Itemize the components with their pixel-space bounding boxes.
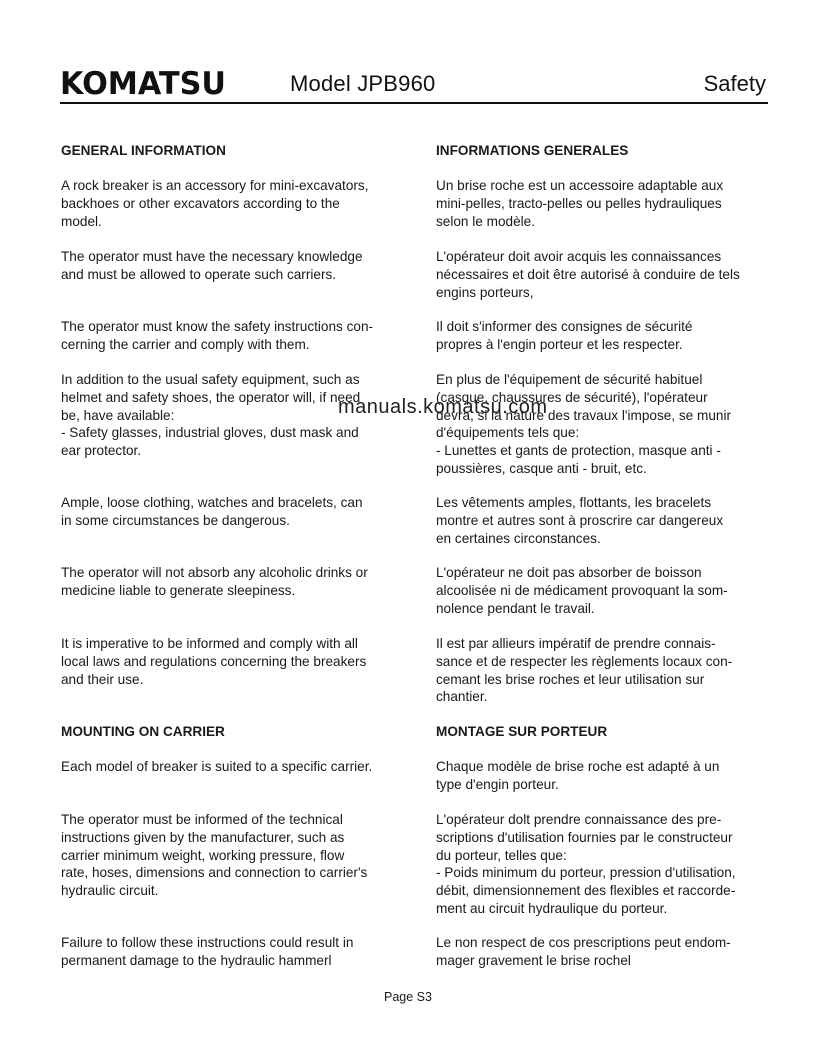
paragraph: Il est par allieurs impératif de prendre connais- sance et de respecter les règlements locaux con- cemant les brise roches et leur utilisation sur chantier. — [436, 636, 733, 705]
section-title: Safety — [703, 71, 766, 96]
paragraph: It is imperative to be informed and comply with all local laws and regulations concerning the breakers and their use. — [61, 636, 367, 687]
paragraph: L'opérateur ne doit pas absorber de boisson alcoolisée ni de médicament provoquant la som- nolence pendant le travail. — [436, 565, 728, 616]
paragraph: Les vêtements amples, flottants, les bracelets montre et autres sont à proscrire car dangereux en certaines circonstances. — [436, 495, 724, 546]
watermark: manuals.komatsu.com — [338, 396, 548, 418]
model-title: Model JPB960 — [290, 71, 436, 96]
heading-informations-generales: INFORMATIONS GENERALES — [436, 143, 629, 158]
paragraph: The operator must have the necessary knowledge and must be allowed to operate such carriers. — [61, 249, 363, 282]
page-number: Page S3 — [384, 990, 432, 1004]
paragraph: Le non respect de cos prescriptions peut endom- mager gravement le brise rochel — [436, 935, 731, 968]
paragraph: Un brise roche est un accessoire adaptable aux mini-pelles, tracto-pelles ou pelles hydrauliques selon le modèle. — [436, 178, 724, 229]
header-divider — [60, 102, 768, 104]
paragraph: In addition to the usual safety equipment, such as helmet and safety shoes, the operator will, if need be, have available: - Safety glasses, industrial gloves, dust mask and ear protector. — [61, 372, 361, 459]
komatsu-logo — [60, 64, 230, 100]
paragraph: En plus de l'équipement de sécurité habituel (casque, chaussures de sécurité), l'opérateur devra, si la nature des travaux l'impose, se munir d'équipements tels que: - Lunettes et gants de protection, masque anti - poussières, casque anti - bruit, etc. — [436, 372, 731, 476]
paragraph: Chaque modèle de brise roche est adapté à un type d'engin porteur. — [436, 759, 720, 792]
paragraph: The operator must be informed of the technical instructions given by the manufacturer, such as carrier minimum weight, working pressure, flow rate, hoses, dimensions and connection to carrier's hydraulic circuit. — [61, 812, 368, 899]
paragraph: L'opérateur dolt prendre connaissance des pre- scriptions d'utilisation fournies par le constructeur du porteur, telles que: - Poids minimum du porteur, pression d'utilisation, débit, dimensionnement des flexibles et raccorde- ment au circuit hydraulique du porteur. — [436, 812, 736, 916]
svg-text:KOMATSU: KOMATSU — [60, 66, 226, 100]
heading-general-information: GENERAL INFORMATION — [61, 143, 226, 158]
paragraph: Ample, loose clothing, watches and bracelets, can in some circumstances be dangerous. — [61, 495, 363, 528]
paragraph: A rock breaker is an accessory for mini-excavators, backhoes or other excavators according to the model. — [61, 178, 369, 229]
paragraph: Il doit s'informer des consignes de sécurité propres à l'engin porteur et les respecter. — [436, 319, 693, 352]
heading-mounting-on-carrier: MOUNTING ON CARRIER — [61, 724, 225, 739]
paragraph: The operator must know the safety instructions con- cerning the carrier and comply with them. — [61, 319, 374, 352]
paragraph: Failure to follow these instructions could result in permanent damage to the hydraulic hammerl — [61, 935, 354, 968]
paragraph: L'opérateur doit avoir acquis les connaissances nécessaires et doit être autorisé à conduire de tels engins porteurs, — [436, 249, 740, 300]
paragraph: The operator will not absorb any alcoholic drinks or medicine liable to generate sleepiness. — [61, 565, 368, 598]
page-header — [60, 64, 768, 104]
paragraph: Each model of breaker is suited to a specific carrier. — [61, 759, 373, 774]
heading-montage-sur-porteur: MONTAGE SUR PORTEUR — [436, 724, 608, 739]
